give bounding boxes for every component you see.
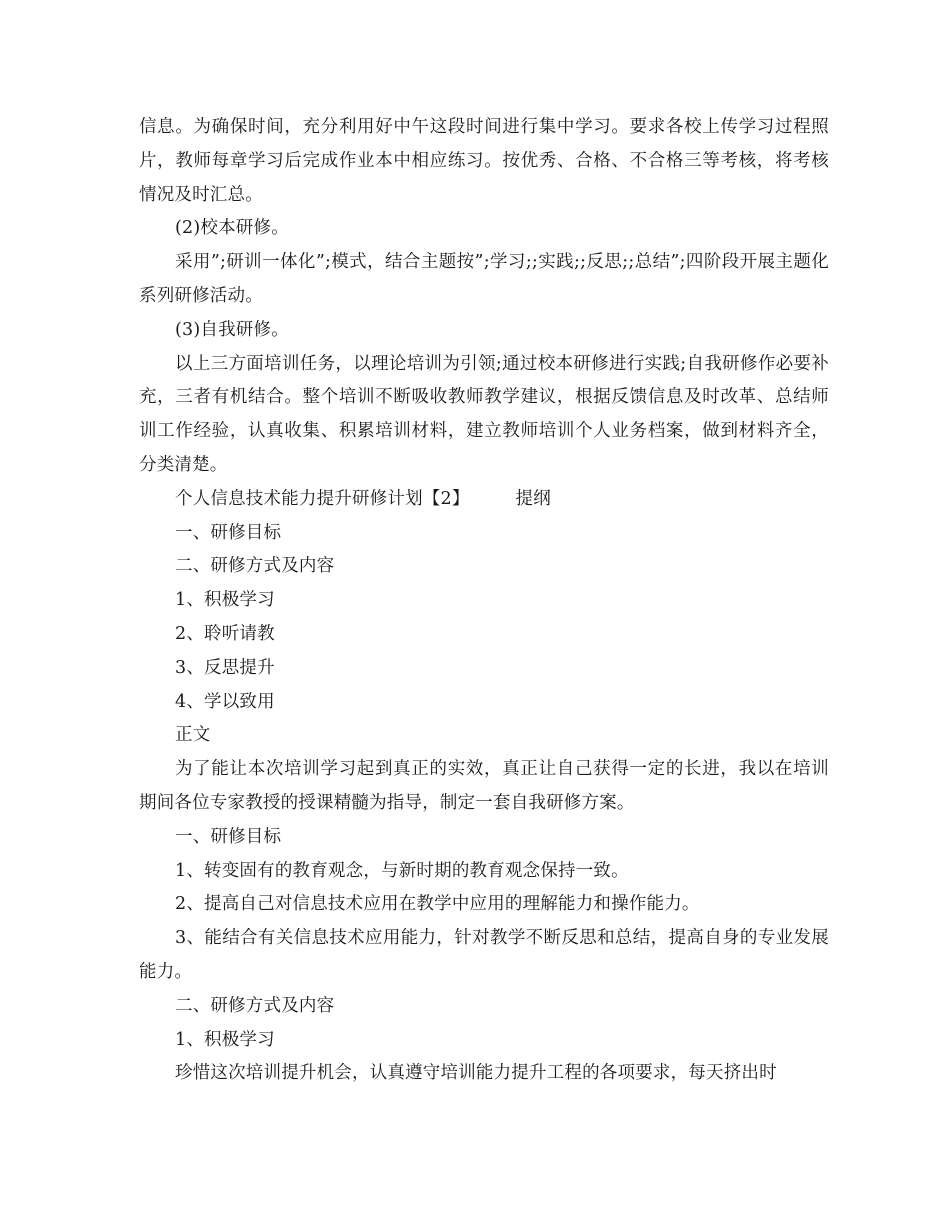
section-title: 个人信息技术能力提升研修计划【2】 xyxy=(175,488,470,509)
paragraph-continuation: 信息。为确保时间，充分利用好中午这段时间进行集中学习。要求各校上传学习过程照片，教师每章学习后完成作业本中相应练习。按优秀、合格、不合格三等考核，将考核情况及时汇总。 xyxy=(139,117,829,205)
body-goal-item: 1、转变固有的教育观念，与新时期的教育观念保持一致。 xyxy=(175,860,629,881)
document-body xyxy=(139,111,829,1091)
outline-item: 一、研修目标 xyxy=(175,522,282,543)
outline-item: 二、研修方式及内容 xyxy=(175,556,335,577)
body-heading-methods: 二、研修方式及内容 xyxy=(175,995,335,1016)
paragraph-summary: 以上三方面培训任务，以理论培训为引领;通过校本研修进行实践;自我研修作必要补充，三者有机结合。整个培训不断吸收教师教学建议，根据反馈信息及时改革、总结师训工作经验，认真收集、积累培训材料，建立教师培训个人业务档案，做到材料齐全，分类清楚。 xyxy=(139,353,829,475)
outline-item: 3、反思提升 xyxy=(175,657,275,678)
paragraph-school-training-body: 采用”;研训一体化”;模式，结合主题按”;学习;;实践;;反思;;总结”;四阶段开展主题化系列研修活动。 xyxy=(139,252,829,306)
outline-item: 2、聆听请教 xyxy=(175,623,275,644)
outline-item: 4、学以致用 xyxy=(175,691,275,712)
body-goal-item: 3、能结合有关信息技术应用能力，针对教学不断反思和总结，提高自身的专业发展能力。 xyxy=(139,928,829,982)
body-subheading-learning: 1、积极学习 xyxy=(175,1029,275,1050)
body-paragraph-intro: 为了能让本次培训学习起到真正的实效，真正让自己获得一定的长进，我以在培训期间各位专家教授的授课精髓为指导，制定一套自我研修方案。 xyxy=(139,759,829,813)
paragraph-school-training-heading: (2)校本研修。 xyxy=(175,218,289,239)
section-tag: 提纲 xyxy=(515,488,551,509)
body-goal-item: 2、提高自己对信息技术应用在教学中应用的理解能力和操作能力。 xyxy=(175,894,700,915)
outline-item: 1、积极学习 xyxy=(175,590,275,611)
body-heading-goals: 一、研修目标 xyxy=(175,826,282,847)
body-paragraph-learning: 珍惜这次培训提升机会，认真遵守培训能力提升工程的各项要求，每天挤出时 xyxy=(175,1063,777,1084)
section-title-line xyxy=(139,483,829,517)
outline-main-text-label: 正文 xyxy=(175,725,211,746)
paragraph-self-training-heading: (3)自我研修。 xyxy=(175,319,289,340)
